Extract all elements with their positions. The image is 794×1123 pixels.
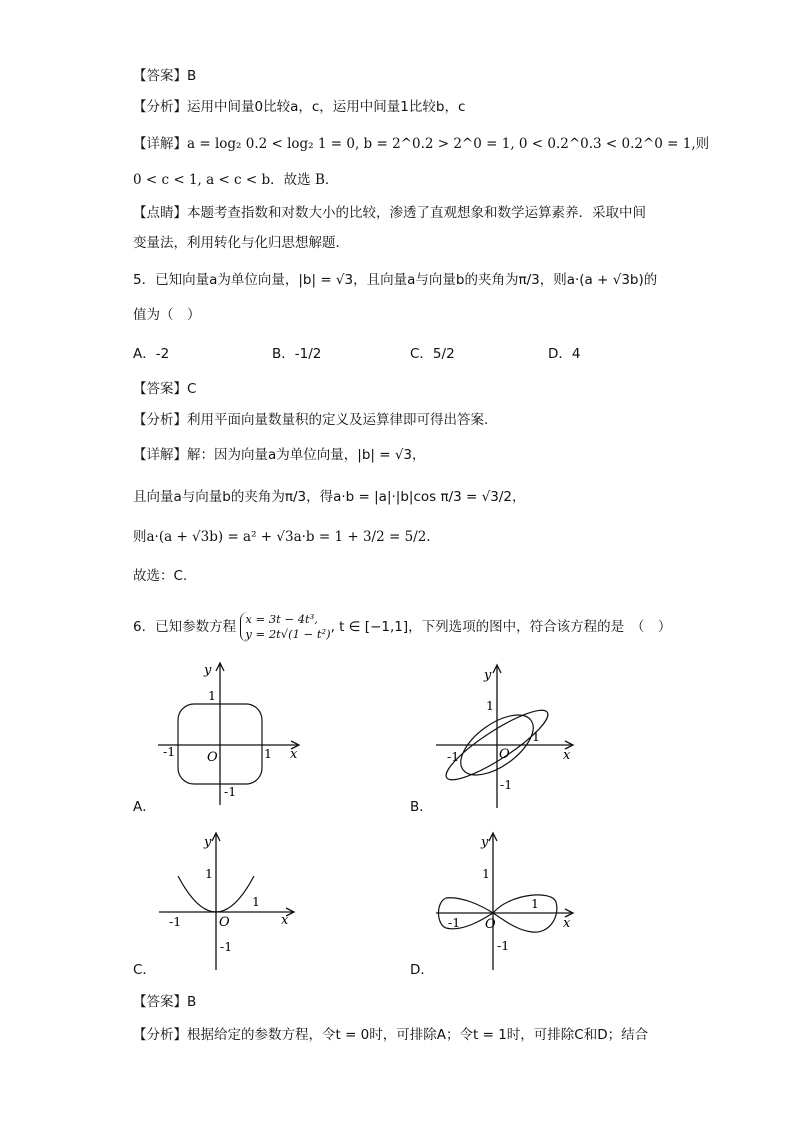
answer-tag: 【答案】 xyxy=(133,994,187,1010)
detail-text: 0 < c < 1, a < c < b．故选 B． xyxy=(133,172,339,188)
y-label: y xyxy=(484,668,492,683)
answer-value: B xyxy=(187,68,197,84)
figure-c-graph xyxy=(155,830,315,975)
y-tick-neg1: -1 xyxy=(224,784,237,799)
q5-option-a: A．-2 xyxy=(133,346,170,362)
comment-text: 变量法，利用转化与化归思想解题． xyxy=(133,235,349,251)
origin-label: O xyxy=(219,915,230,930)
x-label: x xyxy=(290,747,298,762)
x-tick-neg1: -1 xyxy=(447,749,460,764)
equation-x: x = 3t − 4t³, xyxy=(245,612,318,626)
answer-tag: 【答案】 xyxy=(133,381,187,397)
detail-tag: 【详解】 xyxy=(133,136,187,152)
q4-detail-line-2 xyxy=(133,170,338,190)
detail-text: 且向量a与向量b的夹角为π/3，得a·b = |a|·|b|cos π/3 = √3/2， xyxy=(133,489,526,505)
origin-label: O xyxy=(207,750,218,765)
q5-detail-line-1 xyxy=(133,445,426,465)
detail-tag: 【详解】 xyxy=(133,447,187,463)
q5-answer-line xyxy=(133,379,196,399)
figure-a xyxy=(150,660,310,810)
x-label: x xyxy=(563,916,571,931)
detail-text: 解：因为向量a为单位向量，|b| = √3， xyxy=(187,447,426,463)
x-tick-neg1: -1 xyxy=(163,744,176,759)
y-tick-1: 1 xyxy=(486,698,494,713)
y-tick-neg1: -1 xyxy=(497,938,510,953)
x-tick-1: 1 xyxy=(264,746,272,761)
q6-answer-line xyxy=(133,992,196,1012)
answer-tag: 【答案】 xyxy=(133,68,187,84)
detail-text: 故选：C. xyxy=(133,568,188,584)
x-tick-neg1: -1 xyxy=(169,914,182,929)
x-tick-1: 1 xyxy=(252,894,260,909)
q5-option-b: B．-1/2 xyxy=(272,346,322,362)
x-label: x xyxy=(563,748,571,763)
q5-analysis-line xyxy=(133,410,488,430)
analysis-text: 根据给定的参数方程，令t = 0时，可排除A；令t = 1时，可排除C和D；结合 xyxy=(187,1027,649,1043)
y-tick-neg1: -1 xyxy=(500,777,513,792)
figure-d-graph xyxy=(432,830,592,975)
y-tick-neg1: -1 xyxy=(220,939,233,954)
figure-b xyxy=(432,662,592,812)
question-text: , t ∈ [−1,1]，下列选项的图中，符合该方程的是 （ ） xyxy=(330,619,672,635)
figure-d xyxy=(432,830,592,975)
x-tick-1: 1 xyxy=(532,729,540,744)
q4-detail-line-1 xyxy=(133,134,709,154)
question-text: 5．已知向量a为单位向量，|b| = √3，且向量a与向量b的夹角为π/3，则a·(a + √3b)的 xyxy=(133,272,658,288)
x-label: x xyxy=(281,913,289,928)
analysis-text: 利用平面向量数量积的定义及运算律即可得出答案. xyxy=(187,412,489,428)
answer-value: C xyxy=(187,381,197,397)
detail-text: 则a·(a + √3b) = a² + √3a·b = 1 + 3/2 = 5/2. xyxy=(133,529,431,545)
parametric-system xyxy=(240,612,330,642)
y-label: y xyxy=(481,835,489,850)
q4-analysis-line xyxy=(133,97,465,117)
q5-detail-line-4 xyxy=(133,566,187,586)
q4-comment-line-1 xyxy=(133,203,646,223)
y-tick-1: 1 xyxy=(208,688,216,703)
y-tick-1: 1 xyxy=(205,866,213,881)
analysis-tag: 【分析】 xyxy=(133,99,187,115)
analysis-text: 运用中间量0比较a，c，运用中间量1比较b，c xyxy=(187,99,466,115)
q6-option-c: C． xyxy=(133,962,156,978)
x-tick-neg1: -1 xyxy=(448,915,461,930)
q4-comment-line-2 xyxy=(133,233,349,253)
x-tick-1: 1 xyxy=(531,896,539,911)
y-tick-1: 1 xyxy=(482,866,490,881)
figure-b-graph xyxy=(432,662,592,812)
question-text: 值为（ ） xyxy=(133,307,201,323)
q5-stem-line-1 xyxy=(133,270,657,290)
y-label: y xyxy=(204,835,212,850)
figure-a-graph xyxy=(150,660,310,810)
q5-detail-line-3 xyxy=(133,527,431,547)
q5-option-c: C．5/2 xyxy=(410,346,455,362)
answer-value: B xyxy=(187,994,197,1010)
q6-option-d: D． xyxy=(410,962,434,978)
detail-text: a = log₂ 0.2 < log₂ 1 = 0, b = 2^0.2 > 2^0 = 1, 0 < 0.2^0.3 < 0.2^0 = 1,则 xyxy=(187,136,710,152)
analysis-tag: 【分析】 xyxy=(133,412,187,428)
question-text: 6．已知参数方程 xyxy=(133,619,237,635)
q6-analysis-line xyxy=(133,1025,648,1045)
q6-option-a: A． xyxy=(133,799,156,815)
origin-label: O xyxy=(485,917,496,932)
q5-detail-line-2 xyxy=(133,487,525,507)
y-label: y xyxy=(204,663,212,678)
q5-option-d: D．4 xyxy=(548,346,581,362)
analysis-tag: 【分析】 xyxy=(133,1027,187,1043)
q6-option-b: B． xyxy=(410,799,433,815)
q5-stem-line-2 xyxy=(133,305,201,325)
figure-c xyxy=(155,830,315,975)
equation-y: y = 2t√(1 − t²) xyxy=(245,627,331,641)
q6-stem-line xyxy=(133,612,671,642)
comment-text: 本题考查指数和对数大小的比较，渗透了直观想象和数学运算素养．采取中间 xyxy=(187,205,646,221)
comment-tag: 【点睛】 xyxy=(133,205,187,221)
q4-answer-line xyxy=(133,66,196,86)
origin-label: O xyxy=(499,747,510,762)
